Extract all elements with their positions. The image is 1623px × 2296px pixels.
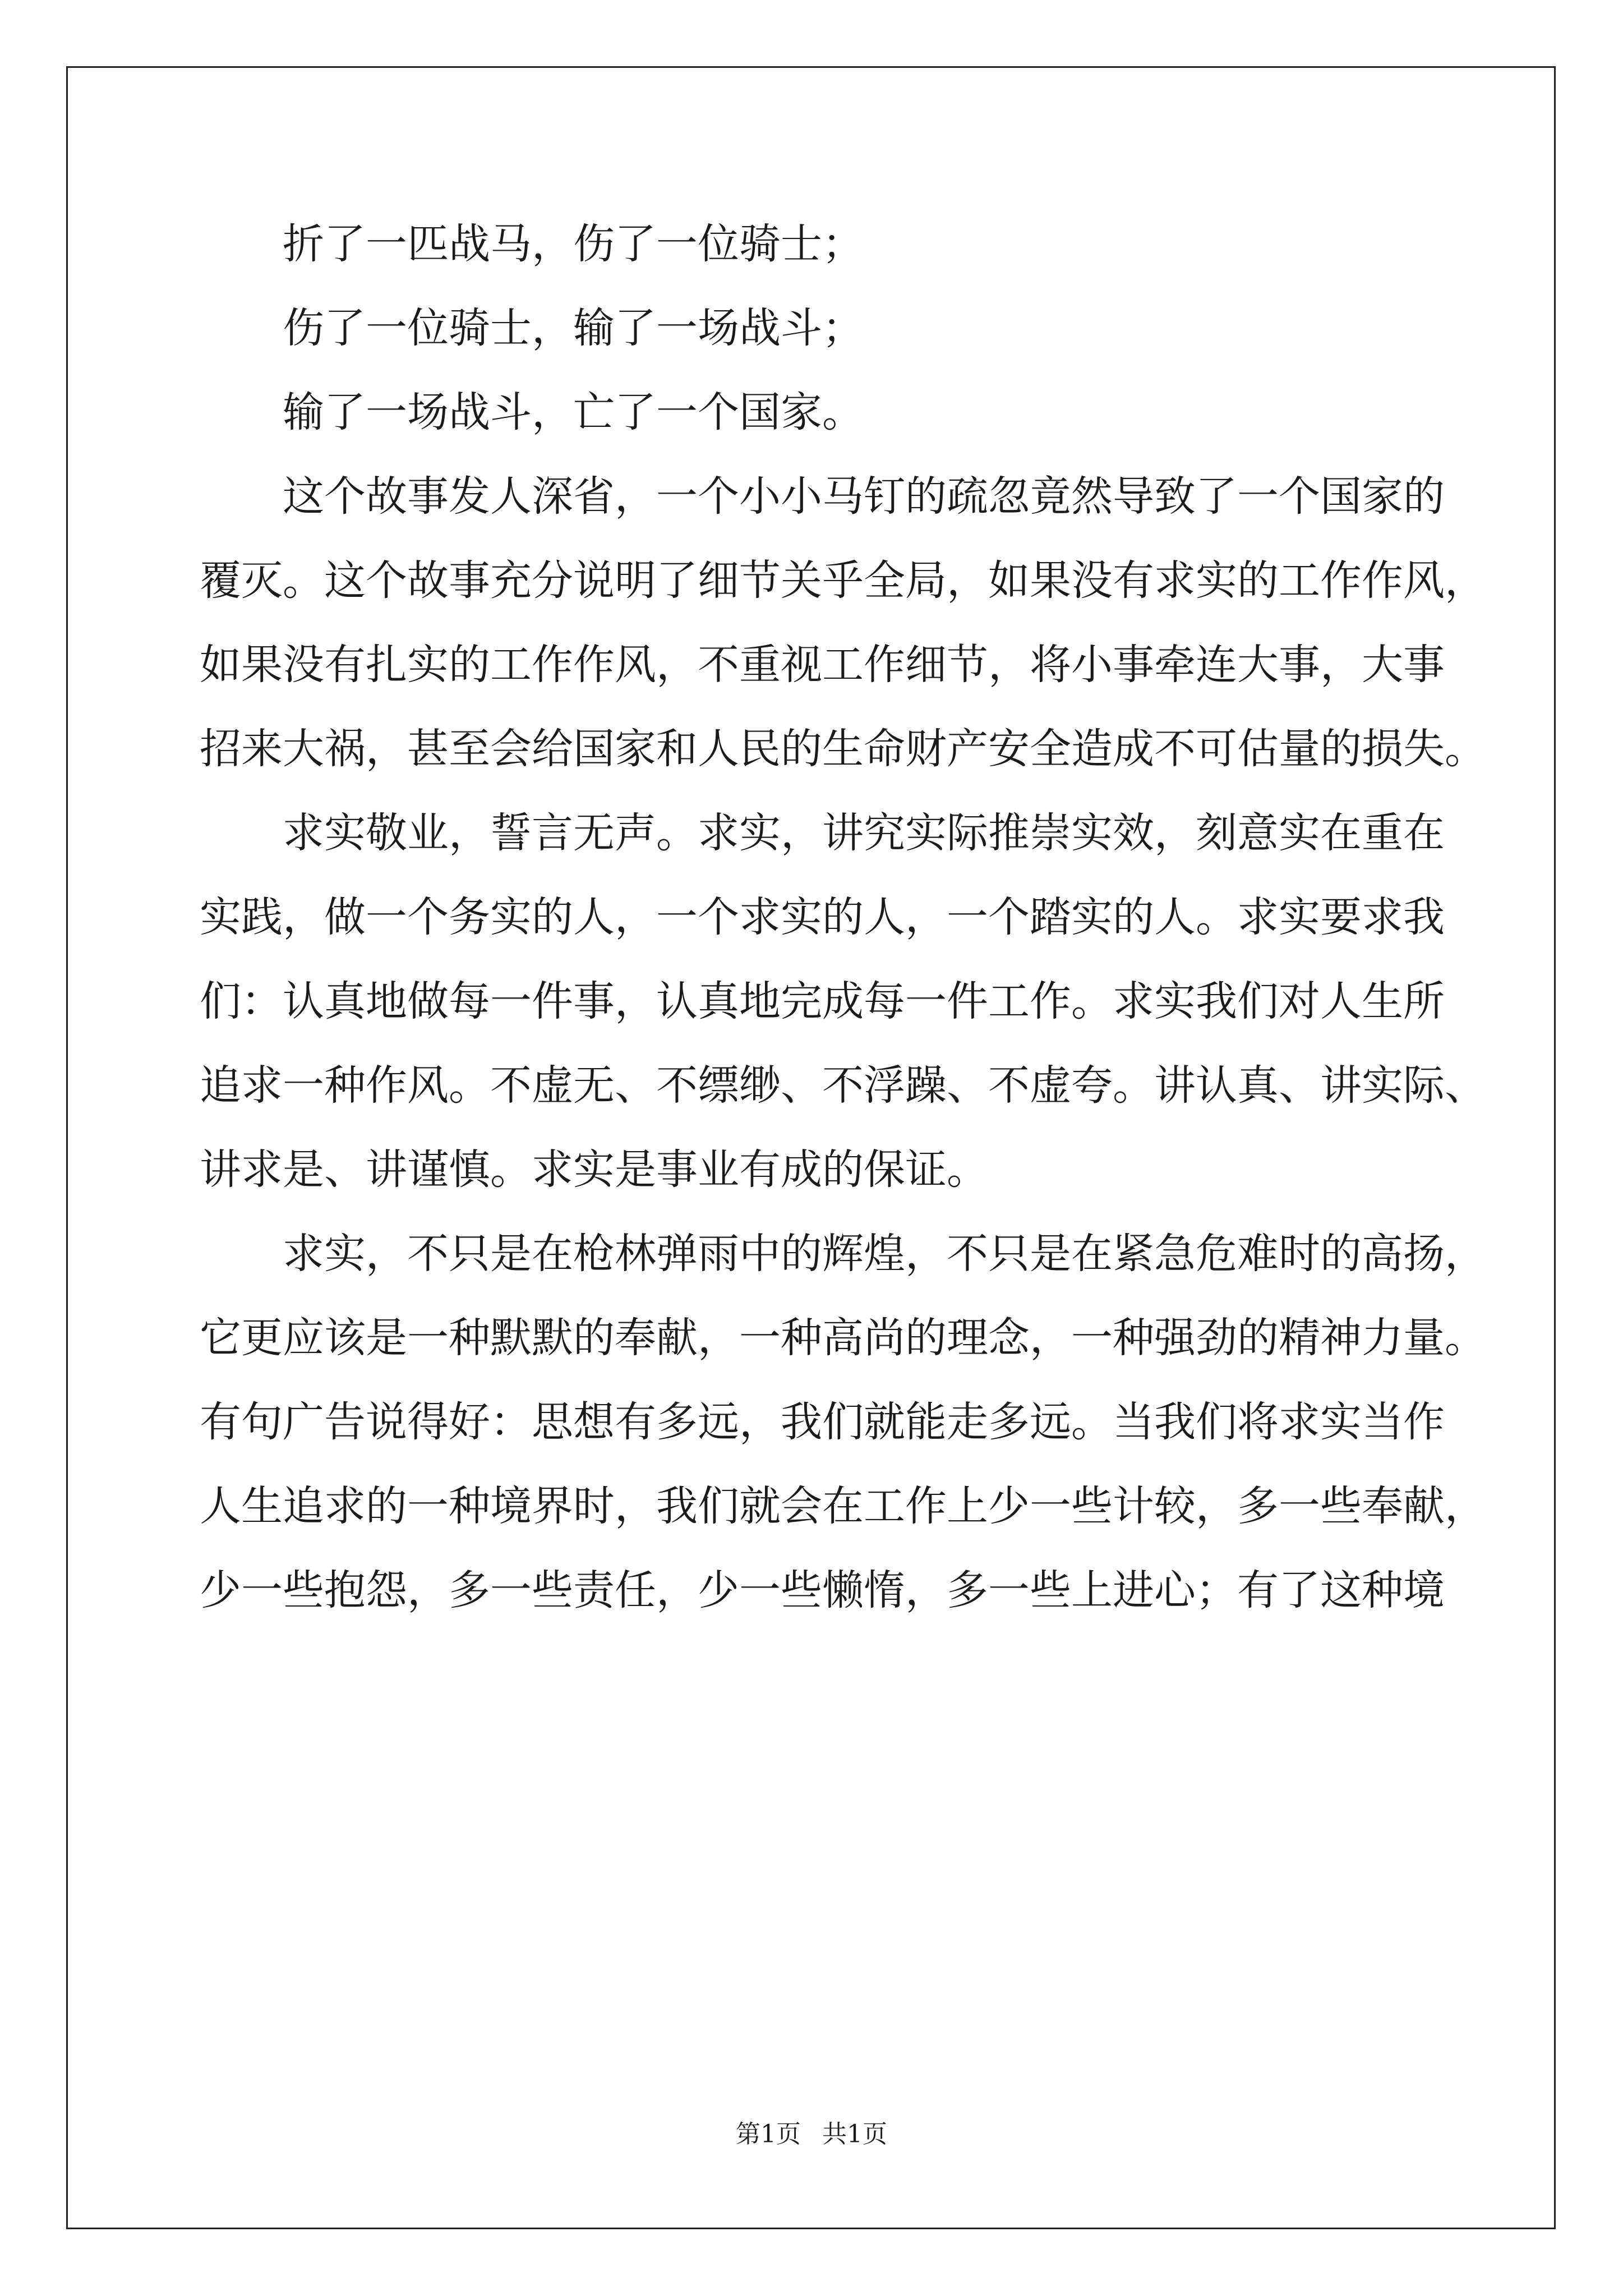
text-line: 少一些抱怨，多一些责任，少一些懒惰，多一些上进心；有了这种境 xyxy=(200,1566,1445,1614)
text-line: 折了一匹战马，伤了一位骑士； xyxy=(283,220,864,268)
page-footer xyxy=(0,2118,1623,2151)
page-number-total: 共1页 xyxy=(822,2120,887,2148)
text-line: 输了一场战斗，亡了一个国家。 xyxy=(283,388,864,436)
text-line: 追求一种作风。不虚无、不缥缈、不浮躁、不虚夸。讲认真、讲实际、 xyxy=(200,1061,1486,1110)
text-line: 伤了一位骑士，输了一场战斗； xyxy=(283,304,864,352)
text-line: 讲求是、讲谨慎。求实是事业有成的保证。 xyxy=(200,1145,988,1194)
text-line: 求实敬业，誓言无声。求实，讲究实际推崇实效，刻意实在重在 xyxy=(283,809,1445,857)
text-line: 招来大祸，甚至会给国家和人民的生命财产安全造成不可估量的损失。 xyxy=(200,725,1486,773)
page-number-current: 第1页 xyxy=(736,2120,801,2148)
text-line: 这个故事发人深省，一个小小马钉的疏忽竟然导致了一个国家的 xyxy=(283,472,1445,521)
text-line: 们：认真地做每一件事，认真地完成每一件工作。求实我们对人生所 xyxy=(200,977,1445,1025)
text-line: 它更应该是一种默默的奉献，一种高尚的理念，一种强劲的精神力量。 xyxy=(200,1314,1486,1362)
text-line: 实践，做一个务实的人，一个求实的人，一个踏实的人。求实要求我 xyxy=(200,893,1445,941)
text-line: 有句广告说得好：思想有多远，我们就能走多远。当我们将求实当作 xyxy=(200,1398,1445,1446)
text-line: 覆灭。这个故事充分说明了细节关乎全局，如果没有求实的工作作风， xyxy=(200,556,1486,605)
text-line: 人生追求的一种境界时，我们就会在工作上少一些计较，多一些奉献， xyxy=(200,1482,1486,1530)
text-line: 求实，不只是在枪林弹雨中的辉煌，不只是在紧急危难时的高扬， xyxy=(283,1230,1486,1278)
text-line: 如果没有扎实的工作作风，不重视工作细节，将小事牵连大事，大事 xyxy=(200,641,1445,689)
